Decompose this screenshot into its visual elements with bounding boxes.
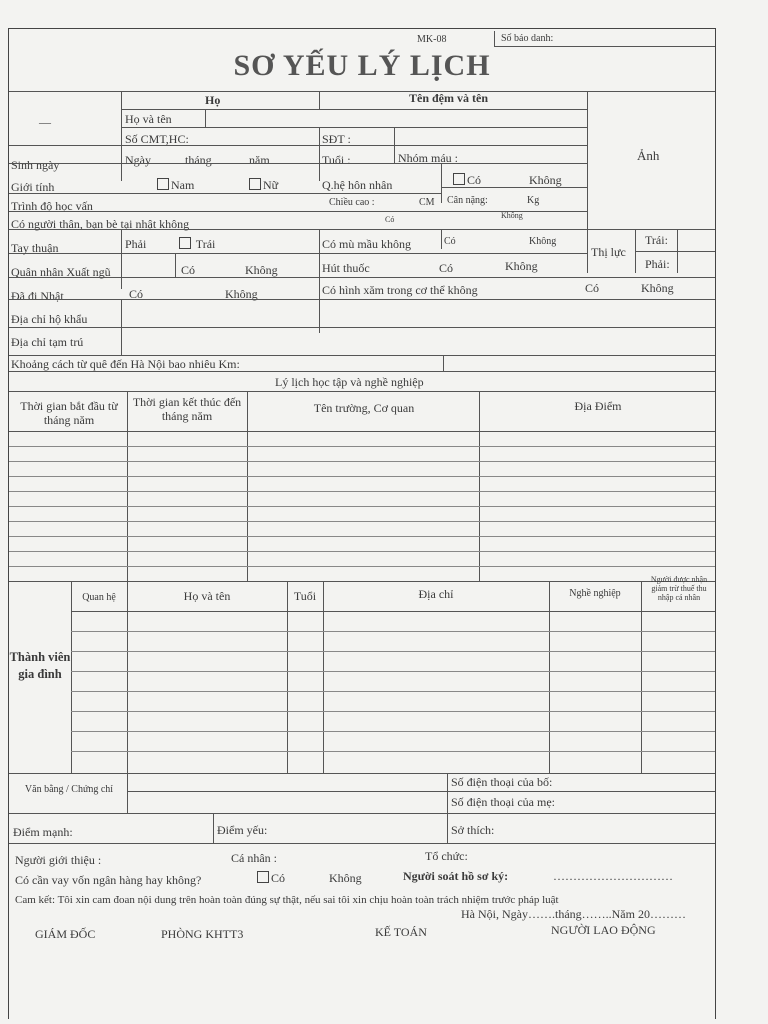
family-row[interactable] bbox=[71, 751, 715, 752]
family-row[interactable] bbox=[71, 711, 715, 712]
family-row[interactable] bbox=[71, 631, 715, 632]
col-end-time: Thời gian kết thúc đến tháng năm bbox=[132, 395, 242, 423]
col-age: Tuổi bbox=[293, 589, 317, 603]
label-so-thich: Sở thích: bbox=[451, 823, 495, 837]
education-row[interactable] bbox=[9, 566, 715, 567]
label-sinh-ngay: Sinh ngày bbox=[11, 158, 60, 172]
loan-yes-option[interactable]: Có bbox=[257, 871, 285, 885]
smoke-yes[interactable]: Có bbox=[439, 261, 454, 275]
commitment-text: Cam kết: Tôi xin cam đoan nội dung trên hoàn toàn đúng sự thật, nếu sai tôi xin chịu hoàn toàn trách nhiệm trước pháp luật bbox=[15, 894, 559, 906]
resume-form bbox=[8, 28, 716, 1019]
label-to-chuc: Tổ chức: bbox=[425, 849, 468, 863]
tattoo-no[interactable]: Không bbox=[641, 281, 674, 295]
education-row[interactable] bbox=[9, 506, 715, 507]
label-chieu-cao: Chiều cao : bbox=[329, 197, 375, 208]
full-name-field[interactable] bbox=[207, 110, 585, 126]
dash-mark: — bbox=[39, 115, 51, 129]
candidate-number-box[interactable] bbox=[494, 31, 715, 47]
education-row[interactable] bbox=[9, 521, 715, 522]
label-sdt-bo: Số điện thoại của bố: bbox=[451, 775, 553, 789]
sig-phong: PHÒNG KHTT3 bbox=[161, 927, 244, 941]
label-tay-thuan: Tay thuận bbox=[11, 241, 59, 255]
col-start-time: Thời gian bắt đầu từ tháng năm bbox=[20, 399, 118, 427]
tattoo-yes[interactable]: Có bbox=[585, 281, 600, 295]
relatives-yes[interactable]: Có bbox=[385, 215, 395, 224]
label-ngay: Ngày bbox=[125, 153, 151, 167]
marital-no-option[interactable]: Không bbox=[529, 173, 562, 187]
page-title: SƠ YẾU LÝ LỊCH bbox=[233, 49, 491, 82]
label-can-nang: Cân nặng: bbox=[447, 195, 488, 206]
col-job: Nghề nghiệp bbox=[569, 588, 621, 599]
education-row[interactable] bbox=[9, 491, 715, 492]
colorblind-no[interactable]: Không bbox=[529, 236, 557, 247]
label-trinh-do: Trình độ học vấn bbox=[11, 199, 93, 213]
label-van-bang: Văn bằng / Chứng chỉ bbox=[24, 784, 114, 795]
label-vay-von: Có cần vay vốn ngân hàng hay không? bbox=[15, 873, 202, 887]
military-no[interactable]: Không bbox=[245, 263, 278, 277]
label-ho-khau: Địa chỉ hộ khẩu bbox=[11, 312, 88, 326]
hand-right[interactable]: Phải bbox=[125, 237, 147, 251]
relatives-no[interactable]: Không bbox=[501, 211, 523, 220]
label-mu-mau: Có mù mầu không bbox=[322, 237, 411, 251]
sig-giam-doc: GIÁM ĐỐC bbox=[35, 927, 96, 941]
label-thang: tháng bbox=[185, 153, 212, 167]
label-nguoi-soat: Người soát hồ sơ ký: bbox=[403, 869, 509, 883]
marital-yes-option[interactable]: Có bbox=[453, 173, 481, 187]
family-row[interactable] bbox=[71, 691, 715, 692]
hand-left-option[interactable]: Trái bbox=[179, 237, 215, 251]
japan-no[interactable]: Không bbox=[225, 287, 258, 301]
date-line: Hà Nội, Ngày…….tháng……..Năm 20……… bbox=[461, 907, 686, 921]
label-hon-nhan: Q.hệ hôn nhân bbox=[322, 178, 393, 192]
education-title: Lý lịch học tập và nghề nghiệp bbox=[275, 375, 424, 389]
label-khoang-cach: Khoảng cách từ quê đến Hà Nội bao nhiêu Km: bbox=[11, 357, 240, 371]
checkbox-male[interactable] bbox=[157, 178, 169, 190]
label-sdt-me: Số điện thoại của mẹ: bbox=[451, 795, 555, 809]
family-row[interactable] bbox=[71, 651, 715, 652]
smoke-no[interactable]: Không bbox=[505, 259, 538, 273]
label-kg: Kg bbox=[527, 195, 540, 206]
col-school: Tên trường, Cơ quan bbox=[313, 401, 415, 415]
label-hut-thuoc: Hút thuốc bbox=[322, 261, 370, 275]
label-trai-eye: Trái: bbox=[645, 233, 668, 247]
label-sdt: SĐT : bbox=[322, 132, 351, 146]
label-tam-tru: Địa chỉ tạm trú bbox=[11, 335, 84, 349]
label-nguoi-than: Có người thân, bạn bè tại nhật không bbox=[11, 217, 190, 231]
label-nguoi-gioi-thieu: Người giới thiệu : bbox=[15, 853, 102, 867]
label-gioi-tinh: Giới tính bbox=[11, 180, 55, 194]
education-row[interactable] bbox=[9, 551, 715, 552]
label-thi-luc: Thị lực bbox=[591, 245, 626, 259]
japan-yes[interactable]: Có bbox=[129, 287, 144, 301]
family-row[interactable] bbox=[71, 731, 715, 732]
gender-female-option[interactable]: Nữ bbox=[249, 178, 278, 192]
label-da-di-nhat: Đã đi Nhật bbox=[11, 289, 64, 303]
reviewer-dots[interactable]: ………………………… bbox=[553, 869, 673, 883]
checkbox-hand[interactable] bbox=[179, 237, 191, 249]
label-diem-manh: Điểm mạnh: bbox=[13, 825, 73, 839]
col-place: Địa Điểm bbox=[574, 399, 622, 413]
label-cm: CM bbox=[419, 197, 435, 208]
form-code: MK-08 bbox=[417, 34, 447, 45]
label-phai-eye: Phải: bbox=[645, 257, 670, 271]
label-nhom-mau: Nhóm máu : bbox=[398, 151, 458, 165]
label-tuoi: Tuổi : bbox=[322, 153, 351, 167]
photo-label: Ảnh bbox=[637, 148, 660, 163]
label-ca-nhan: Cá nhân : bbox=[231, 851, 277, 865]
col-income: Người được nhận giảm trừ thuế thu nhập cá nhân bbox=[650, 575, 708, 602]
label-hinh-xam: Có hình xăm trong cơ thể không bbox=[322, 283, 478, 297]
col-relation: Quan hệ bbox=[82, 592, 116, 603]
label-diem-yeu: Điểm yếu: bbox=[217, 823, 268, 837]
col-address: Địa chỉ bbox=[418, 587, 454, 601]
education-row[interactable] bbox=[9, 446, 715, 447]
loan-no-option[interactable]: Không bbox=[329, 871, 362, 885]
header-ho: Họ bbox=[205, 93, 221, 107]
label-ho-va-ten: Họ và tên bbox=[125, 112, 172, 126]
sig-ke-toan: KẾ TOÁN bbox=[375, 925, 427, 939]
education-row[interactable] bbox=[9, 476, 715, 477]
checkbox-female[interactable] bbox=[249, 178, 261, 190]
checkbox-loan[interactable] bbox=[257, 871, 269, 883]
education-row[interactable] bbox=[9, 461, 715, 462]
checkbox-married-yes[interactable] bbox=[453, 173, 465, 185]
label-nam: năm bbox=[249, 153, 270, 167]
label-cmt: Số CMT,HC: bbox=[125, 132, 189, 146]
candidate-number-label: Số báo danh: bbox=[501, 33, 554, 44]
label-quan-nhan: Quân nhân Xuất ngũ bbox=[11, 265, 111, 279]
temp-address-field[interactable] bbox=[123, 329, 713, 353]
military-yes[interactable]: Có bbox=[181, 263, 196, 277]
colorblind-yes[interactable]: Có bbox=[444, 236, 456, 247]
gender-male-option[interactable]: Nam bbox=[157, 178, 194, 192]
education-row[interactable] bbox=[9, 536, 715, 537]
family-row[interactable] bbox=[71, 671, 715, 672]
header-ten: Tên đệm và tên bbox=[409, 91, 488, 105]
sig-nguoi-lao-dong: NGƯỜI LAO ĐỘNG bbox=[551, 923, 656, 937]
family-side-label: Thành viên gia đình bbox=[9, 650, 71, 681]
household-address-field[interactable] bbox=[123, 301, 713, 325]
col-family-name: Họ và tên bbox=[183, 589, 231, 603]
